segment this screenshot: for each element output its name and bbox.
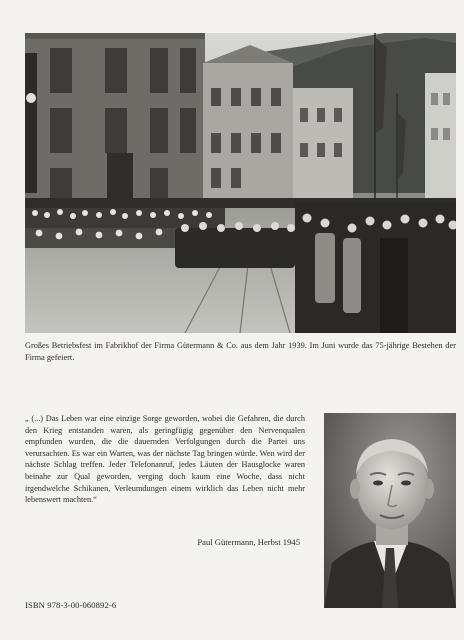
factory-festival-photo bbox=[25, 33, 456, 333]
quote-text: „ (...) Das Leben war eine einzige Sorge geworden, wobei die Gefahren, die durch den Krieg entstanden waren, als geringfügig gegenüber den Nervenqualen empfunden wurden, die die dauernden Verfolgungen durch die Partei uns verursachten. Es war ein Warten, was der nächste Tag bringen würde. Wen wird der nächste Schlag treffen. Jeder Telefonanruf, jedes Läuten der Hausglocke waren beinahe zur Qual geworden, verging doch kaum eine Woche, dass nicht irgendwelche Schikanen, Verleumdungen einem wirklich das Leben nicht mehr lebenswert machten.“ bbox=[25, 414, 305, 505]
photo-caption: Großes Betriebsfest im Fabrikhof der Firma Gütermann & Co. aus dem Jahr 1939. Im Juni wurde das 75-jährige Bestehen der Firma gefeiert. bbox=[25, 341, 456, 362]
isbn-number: ISBN 978-3-00-060892-6 bbox=[25, 600, 117, 610]
portrait-photo bbox=[324, 413, 456, 608]
quote-attribution: Paul Gütermann, Herbst 1945 bbox=[197, 537, 300, 547]
